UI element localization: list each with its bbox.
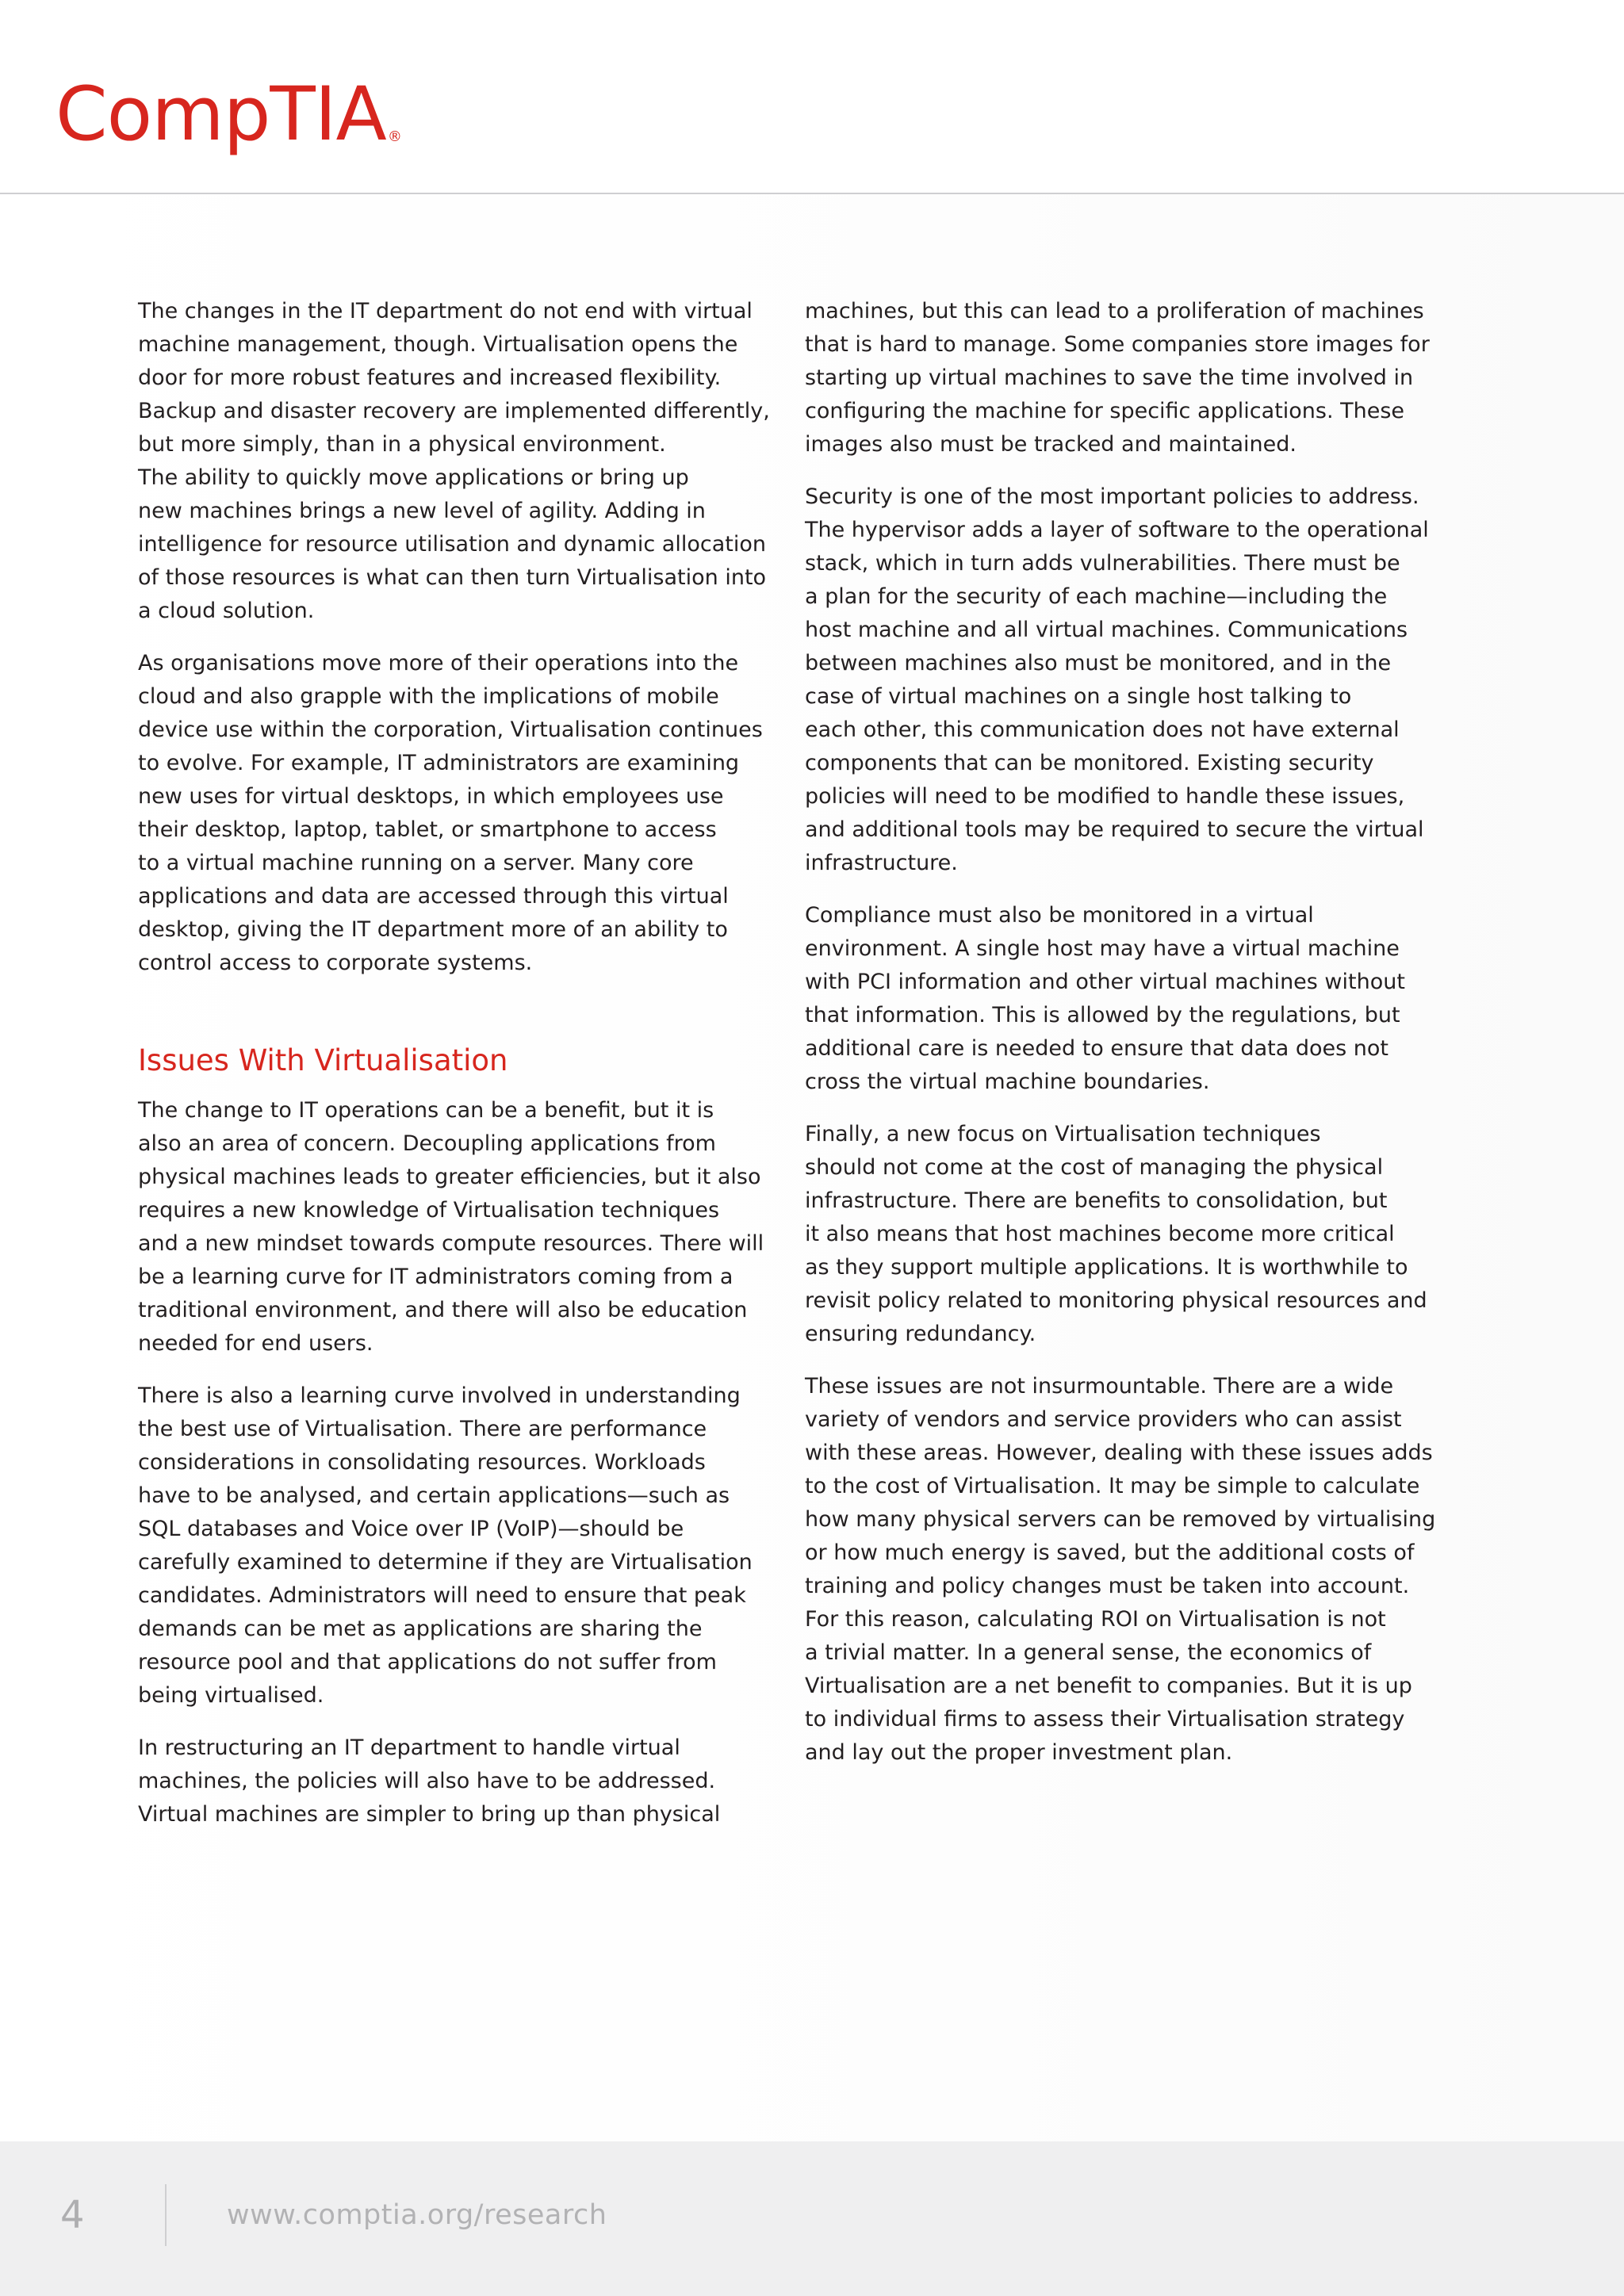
footer-url-link[interactable]: www.comptia.org/research [227, 2199, 607, 2231]
paragraph: As organisations move more of their operations into the cloud and also grapple with the implications of mobile device use within the corporation, Virtualisation continues to evolve. For example, IT administrators are examining new uses for virtual desktops, in which employees use their desktop, laptop, tablet, or smartphone to access to a virtual machine running on a server. Many core applications and data are accessed through this virtual desktop, giving the IT department more of an ability to control access to corporate systems. [138, 651, 763, 975]
paragraph: The ability to quickly move applications or bring up new machines brings a new level of agility. Adding in intelligence for resource utilisation and dynamic allocation of those resources is what can then turn Virtualisation into a cloud solution. [138, 465, 767, 623]
left-column [138, 295, 780, 1850]
section-heading: Issues With Virtualisation [138, 1043, 508, 1077]
right-column [805, 295, 1439, 1789]
footer-divider [165, 2184, 167, 2246]
paragraph: machines, but this can lead to a proliferation of machines that is hard to manage. Some companies store images for starting up virtual machines to save the time involved in configuring the machine for specific applications. These images also must be tracked and maintained. [805, 299, 1430, 457]
paragraph: There is also a learning curve involved in understanding the best use of Virtualisation. There are performance considerations in consolidating resources. Workloads have to be analysed, and certain applications—such as SQL databases and Voice over IP (VoIP)—should be carefully examined to determine if they are Virtualisation candidates. Administrators will need to ensure that peak demands can be met as applications are sharing the resource pool and that applications do not suffer from being virtualised. [138, 1383, 753, 1708]
paragraph: Compliance must also be monitored in a virtual environment. A single host may have a virtual machine with PCI information and other virtual machines without that information. This is allowed by the regulations, but additional care is needed to ensure that data does not cross the virtual machine boundaries. [805, 903, 1405, 1094]
paragraph: These issues are not insurmountable. There are a wide variety of vendors and service providers who can assist with these areas. However, dealing with these issues adds to the cost of Virtualisation. It may be simple to calculate how many physical servers can be removed by virtualising or how much energy is saved, but the additional costs of training and policy changes must be taken into account. For this reason, calculating ROI on Virtualisation is not a trivial matter. In a general sense, the economics of Virtualisation are a net benefit to companies. But it is up to individual firms to assess their Virtualisation strategy and lay out the proper investment plan. [805, 1374, 1436, 1765]
registered-mark: ® [387, 128, 401, 145]
paragraph: Finally, a new focus on Virtualisation techniques should not come at the cost of managing the physical infrastructure. There are benefits to consolidation, but it also means that host machines become more critical as they support multiple applications. It is worthwhile to revisit policy related to monitoring physical resources and ensuring redundancy. [805, 1122, 1427, 1346]
paragraph: The changes in the IT department do not end with virtual machine management, though. Virtualisation opens the door for more robust features and increased flexibility. Backup and disaster recovery are implemented differently, but more simply, than in a physical environment. [138, 299, 770, 457]
page-header [0, 0, 1624, 194]
paragraph: The change to IT operations can be a benefit, but it is also an area of concern. Decoupling applications from physical machines leads to greater efficiencies, but it also requires a new knowledge of Virtualisation techniques and a new mindset towards compute resources. There will be a learning curve for IT administrators coming from a traditional environment, and there will also be education needed for end users. [138, 1098, 764, 1356]
comptia-logo [56, 71, 401, 158]
page-number: 4 [60, 2193, 85, 2237]
paragraph: Security is one of the most important policies to address. The hypervisor adds a layer of software to the operational stack, which in turn adds vulnerabilities. There must be a plan for the security of each machine—including the host machine and all virtual machines. Communications between machines also must be monitored, and in the case of virtual machines on a single host talking to each other, this communication does not have external components that can be monitored. Existing security policies will need to be modified to handle these issues, and additional tools may be required to secure the virtual infrastructure. [805, 484, 1429, 875]
logo-text: CompTIA [56, 71, 386, 158]
paragraph: In restructuring an IT department to handle virtual machines, the policies will also have to be addressed. Virtual machines are simpler to bring up than physical [138, 1735, 721, 1827]
